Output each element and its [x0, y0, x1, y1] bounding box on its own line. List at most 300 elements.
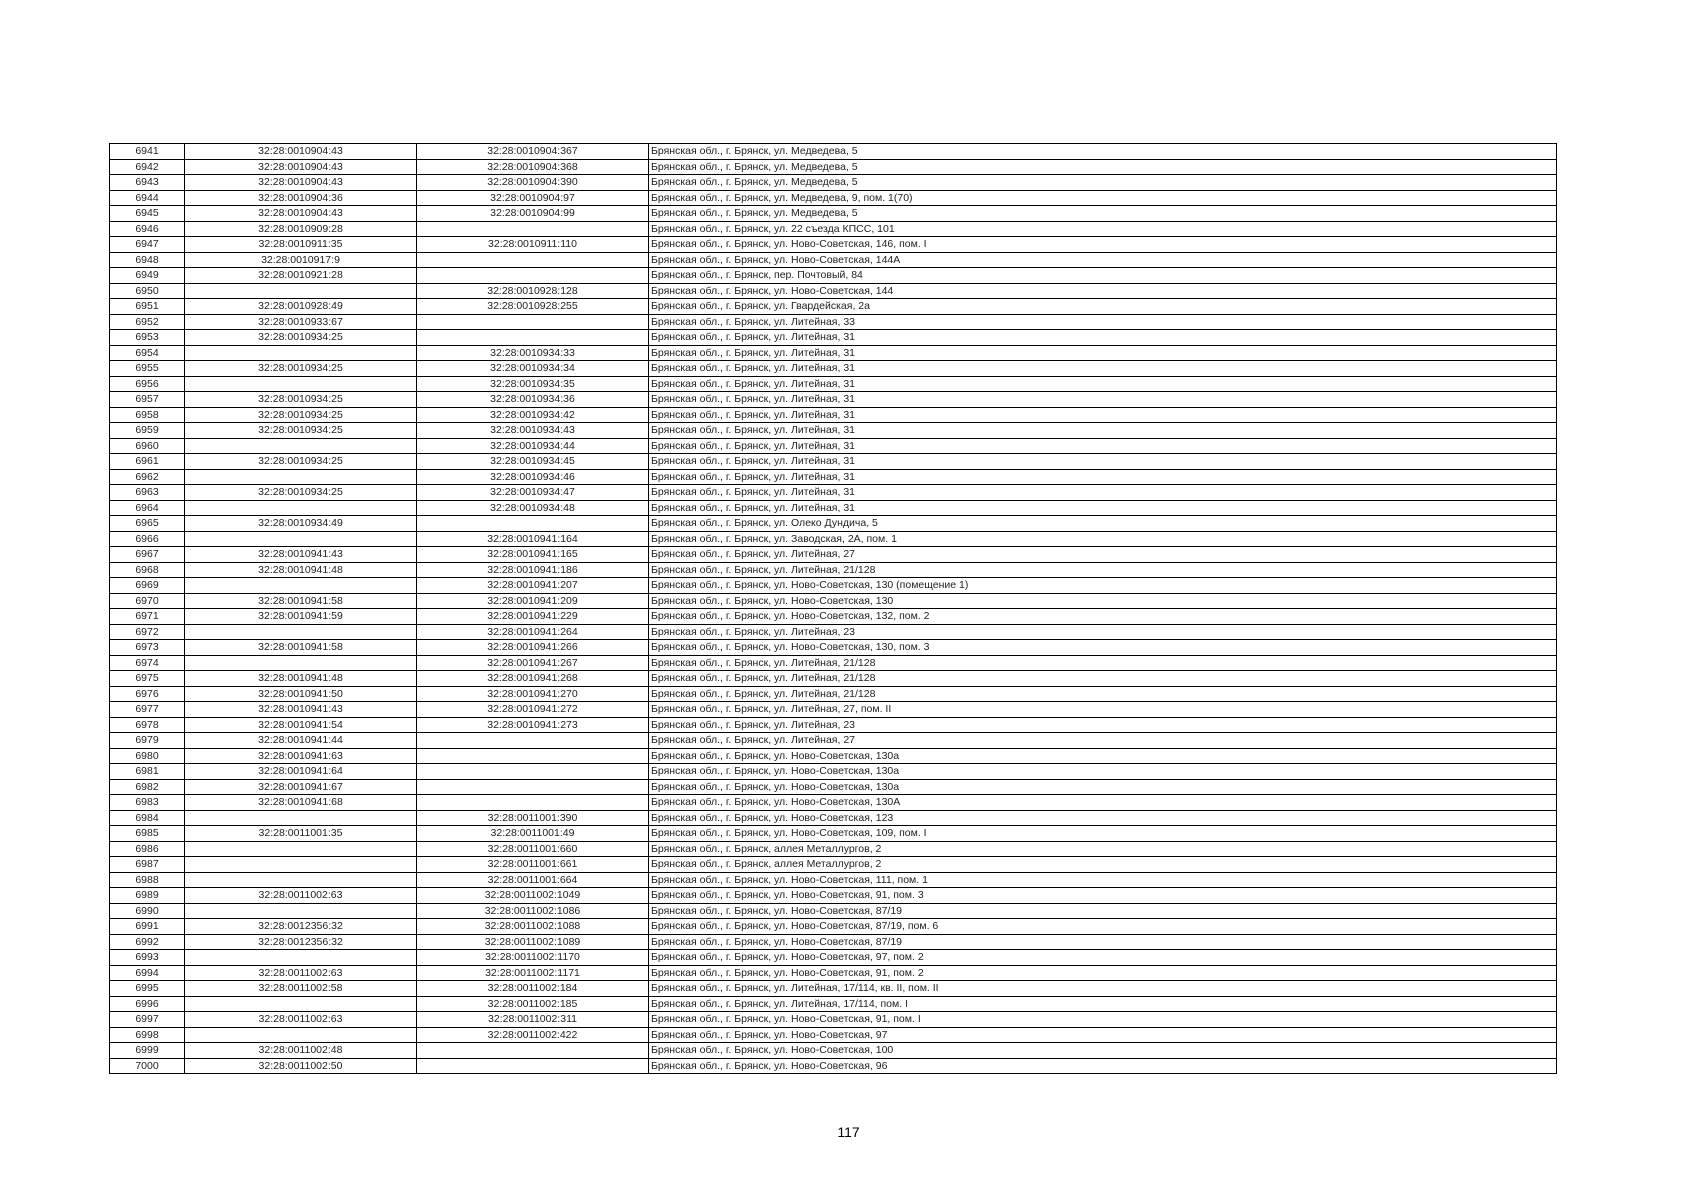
cadastral-number-cell: [185, 950, 417, 966]
address-cell: Брянская обл., г. Брянск, ул. Литейная, 31: [649, 423, 1557, 439]
address-cell: Брянская обл., г. Брянск, ул. Медведева, 5: [649, 206, 1557, 222]
table-row: [110, 578, 1557, 594]
table-row: [110, 624, 1557, 640]
cadastral-number-cell: [185, 655, 417, 671]
address-cell: Брянская обл., г. Брянск, ул. Медведева, 5: [649, 159, 1557, 175]
cadastral-number-cell: 32:28:0010941:43: [185, 547, 417, 563]
object-cadastral-number-cell: [417, 733, 649, 749]
object-cadastral-number-cell: 32:28:0010941:186: [417, 562, 649, 578]
row-number-cell: 6970: [110, 593, 185, 609]
row-number-cell: 6962: [110, 469, 185, 485]
table-row: [110, 268, 1557, 284]
row-number-cell: 6958: [110, 407, 185, 423]
object-cadastral-number-cell: 32:28:0010934:34: [417, 361, 649, 377]
table-row: [110, 1043, 1557, 1059]
object-cadastral-number-cell: [417, 764, 649, 780]
address-cell: Брянская обл., г. Брянск, ул. Литейная, 23: [649, 624, 1557, 640]
table-row: [110, 1012, 1557, 1028]
address-cell: Брянская обл., г. Брянск, ул. Ново-Советская, 100: [649, 1043, 1557, 1059]
row-number-cell: 6989: [110, 888, 185, 904]
address-cell: Брянская обл., г. Брянск, пер. Почтовый, 84: [649, 268, 1557, 284]
row-number-cell: 6979: [110, 733, 185, 749]
object-cadastral-number-cell: [417, 314, 649, 330]
row-number-cell: 6976: [110, 686, 185, 702]
row-number-cell: 7000: [110, 1058, 185, 1074]
object-cadastral-number-cell: 32:28:0010934:33: [417, 345, 649, 361]
address-cell: Брянская обл., г. Брянск, ул. Литейная, 27, пом. II: [649, 702, 1557, 718]
row-number-cell: 6999: [110, 1043, 185, 1059]
table-row: [110, 903, 1557, 919]
row-number-cell: 6963: [110, 485, 185, 501]
object-cadastral-number-cell: [417, 795, 649, 811]
row-number-cell: 6973: [110, 640, 185, 656]
address-cell: Брянская обл., г. Брянск, ул. Ново-Советская, 109, пом. I: [649, 826, 1557, 842]
table-row: [110, 531, 1557, 547]
row-number-cell: 6953: [110, 330, 185, 346]
address-cell: Брянская обл., г. Брянск, аллея Металлургов, 2: [649, 841, 1557, 857]
address-cell: Брянская обл., г. Брянск, ул. Литейная, 31: [649, 376, 1557, 392]
address-cell: Брянская обл., г. Брянск, ул. Литейная, 21/128: [649, 671, 1557, 687]
object-cadastral-number-cell: [417, 252, 649, 268]
table-row: [110, 609, 1557, 625]
cadastral-number-cell: 32:28:0010941:64: [185, 764, 417, 780]
address-cell: Брянская обл., г. Брянск, ул. Литейная, 31: [649, 500, 1557, 516]
cadastral-number-cell: 32:28:0011001:35: [185, 826, 417, 842]
cadastral-number-cell: 32:28:0011002:50: [185, 1058, 417, 1074]
address-cell: Брянская обл., г. Брянск, ул. Ново-Советская, 130А: [649, 795, 1557, 811]
row-number-cell: 6996: [110, 996, 185, 1012]
address-cell: Брянская обл., г. Брянск, ул. Литейная, 17/114, пом. I: [649, 996, 1557, 1012]
page-number: 117: [837, 1124, 860, 1140]
cadastral-number-cell: 32:28:0010941:67: [185, 779, 417, 795]
row-number-cell: 6974: [110, 655, 185, 671]
table-row: [110, 516, 1557, 532]
cadastral-number-cell: 32:28:0010941:59: [185, 609, 417, 625]
address-cell: Брянская обл., г. Брянск, ул. Медведева, 5: [649, 175, 1557, 191]
address-cell: Брянская обл., г. Брянск, ул. Ново-Советская, 91, пом. I: [649, 1012, 1557, 1028]
address-cell: Брянская обл., г. Брянск, ул. Литейная, 17/114, кв. II, пом. II: [649, 981, 1557, 997]
table-row: [110, 547, 1557, 563]
table-row: [110, 810, 1557, 826]
address-cell: Брянская обл., г. Брянск, ул. Литейная, 31: [649, 407, 1557, 423]
address-cell: Брянская обл., г. Брянск, ул. Литейная, 21/128: [649, 562, 1557, 578]
object-cadastral-number-cell: 32:28:0010941:229: [417, 609, 649, 625]
table-body: [110, 144, 1557, 1074]
table-row: [110, 438, 1557, 454]
table-row: [110, 857, 1557, 873]
cadastral-number-cell: [185, 345, 417, 361]
cadastral-number-cell: 32:28:0010904:43: [185, 144, 417, 160]
cadastral-number-cell: 32:28:0012356:32: [185, 919, 417, 935]
cadastral-number-cell: [185, 810, 417, 826]
row-number-cell: 6954: [110, 345, 185, 361]
object-cadastral-number-cell: [417, 1058, 649, 1074]
table-row: [110, 485, 1557, 501]
table-row: [110, 919, 1557, 935]
table-row: [110, 299, 1557, 315]
table-row: [110, 423, 1557, 439]
object-cadastral-number-cell: 32:28:0010934:35: [417, 376, 649, 392]
object-cadastral-number-cell: 32:28:0010934:44: [417, 438, 649, 454]
object-cadastral-number-cell: 32:28:0010941:264: [417, 624, 649, 640]
cadastral-number-cell: 32:28:0010904:43: [185, 206, 417, 222]
cadastral-number-cell: 32:28:0010934:25: [185, 361, 417, 377]
cadastral-number-cell: 32:28:0011002:58: [185, 981, 417, 997]
object-cadastral-number-cell: 32:28:0010911:110: [417, 237, 649, 253]
table-row: [110, 454, 1557, 470]
object-cadastral-number-cell: 32:28:0011001:664: [417, 872, 649, 888]
table-row: [110, 996, 1557, 1012]
address-cell: Брянская обл., г. Брянск, ул. Литейная, 27: [649, 547, 1557, 563]
table-row: [110, 283, 1557, 299]
table-row: [110, 748, 1557, 764]
row-number-cell: 6950: [110, 283, 185, 299]
cadastral-number-cell: [185, 500, 417, 516]
address-cell: Брянская обл., г. Брянск, ул. Литейная, 21/128: [649, 655, 1557, 671]
table-row: [110, 593, 1557, 609]
row-number-cell: 6944: [110, 190, 185, 206]
table-row: [110, 950, 1557, 966]
cadastral-number-cell: 32:28:0010941:43: [185, 702, 417, 718]
object-cadastral-number-cell: 32:28:0010904:368: [417, 159, 649, 175]
cadastral-number-cell: 32:28:0010934:25: [185, 392, 417, 408]
table-row: [110, 981, 1557, 997]
object-cadastral-number-cell: 32:28:0010934:48: [417, 500, 649, 516]
row-number-cell: 6998: [110, 1027, 185, 1043]
cadastral-number-cell: 32:28:0010934:25: [185, 330, 417, 346]
cadastral-number-cell: 32:28:0010904:36: [185, 190, 417, 206]
object-cadastral-number-cell: 32:28:0010941:270: [417, 686, 649, 702]
cadastral-number-cell: 32:28:0010941:48: [185, 562, 417, 578]
cadastral-number-cell: 32:28:0010934:25: [185, 454, 417, 470]
cadastral-number-cell: 32:28:0010921:28: [185, 268, 417, 284]
table-row: [110, 965, 1557, 981]
address-cell: Брянская обл., г. Брянск, ул. Ново-Советская, 146, пом. I: [649, 237, 1557, 253]
cadastral-number-cell: 32:28:0010934:49: [185, 516, 417, 532]
address-cell: Брянская обл., г. Брянск, ул. Ново-Советская, 130а: [649, 764, 1557, 780]
cadastral-number-cell: [185, 857, 417, 873]
address-cell: Брянская обл., г. Брянск, ул. Литейная, 31: [649, 361, 1557, 377]
object-cadastral-number-cell: 32:28:0010904:390: [417, 175, 649, 191]
row-number-cell: 6945: [110, 206, 185, 222]
row-number-cell: 6965: [110, 516, 185, 532]
row-number-cell: 6946: [110, 221, 185, 237]
address-cell: Брянская обл., г. Брянск, ул. Ново-Советская, 130а: [649, 748, 1557, 764]
object-cadastral-number-cell: [417, 1043, 649, 1059]
address-cell: Брянская обл., г. Брянск, ул. Ново-Советская, 87/19: [649, 903, 1557, 919]
row-number-cell: 6943: [110, 175, 185, 191]
object-cadastral-number-cell: 32:28:0010941:268: [417, 671, 649, 687]
address-cell: Брянская обл., г. Брянск, ул. Гвардейская, 2а: [649, 299, 1557, 315]
address-cell: Брянская обл., г. Брянск, ул. Ново-Советская, 96: [649, 1058, 1557, 1074]
object-cadastral-number-cell: [417, 330, 649, 346]
cadastral-number-cell: 32:28:0010941:48: [185, 671, 417, 687]
object-cadastral-number-cell: 32:28:0011002:311: [417, 1012, 649, 1028]
table-row: [110, 826, 1557, 842]
row-number-cell: 6964: [110, 500, 185, 516]
address-cell: Брянская обл., г. Брянск, ул. Ново-Советская, 132, пом. 2: [649, 609, 1557, 625]
table-row: [110, 1058, 1557, 1074]
table-row: [110, 314, 1557, 330]
object-cadastral-number-cell: 32:28:0011001:390: [417, 810, 649, 826]
row-number-cell: 6997: [110, 1012, 185, 1028]
address-cell: Брянская обл., г. Брянск, ул. Литейная, 31: [649, 345, 1557, 361]
address-cell: Брянская обл., г. Брянск, ул. Ново-Советская, 91, пом. 2: [649, 965, 1557, 981]
table-row: [110, 888, 1557, 904]
object-cadastral-number-cell: 32:28:0011002:184: [417, 981, 649, 997]
object-cadastral-number-cell: 32:28:0011002:1171: [417, 965, 649, 981]
cadastral-number-cell: 32:28:0011002:63: [185, 1012, 417, 1028]
cadastral-number-cell: 32:28:0010928:49: [185, 299, 417, 315]
object-cadastral-number-cell: 32:28:0011002:1170: [417, 950, 649, 966]
object-cadastral-number-cell: 32:28:0010941:209: [417, 593, 649, 609]
cadastral-number-cell: 32:28:0010904:43: [185, 175, 417, 191]
object-cadastral-number-cell: 32:28:0011002:1049: [417, 888, 649, 904]
row-number-cell: 6967: [110, 547, 185, 563]
table-row: [110, 500, 1557, 516]
address-cell: Брянская обл., г. Брянск, ул. Олеко Дундича, 5: [649, 516, 1557, 532]
cadastral-number-cell: [185, 996, 417, 1012]
row-number-cell: 6959: [110, 423, 185, 439]
row-number-cell: 6995: [110, 981, 185, 997]
address-cell: Брянская обл., г. Брянск, ул. Ново-Советская, 123: [649, 810, 1557, 826]
cadastral-number-cell: 32:28:0010933:67: [185, 314, 417, 330]
object-cadastral-number-cell: 32:28:0010928:128: [417, 283, 649, 299]
object-cadastral-number-cell: 32:28:0010904:367: [417, 144, 649, 160]
row-number-cell: 6941: [110, 144, 185, 160]
table-row: [110, 175, 1557, 191]
object-cadastral-number-cell: 32:28:0010934:43: [417, 423, 649, 439]
address-cell: Брянская обл., г. Брянск, ул. Медведева, 5: [649, 144, 1557, 160]
address-cell: Брянская обл., г. Брянск, ул. Литейная, 27: [649, 733, 1557, 749]
address-cell: Брянская обл., г. Брянск, ул. Медведева, 9, пом. 1(70): [649, 190, 1557, 206]
cadastral-number-cell: 32:28:0010904:43: [185, 159, 417, 175]
address-cell: Брянская обл., г. Брянск, ул. Ново-Советская, 130а: [649, 779, 1557, 795]
row-number-cell: 6980: [110, 748, 185, 764]
row-number-cell: 6942: [110, 159, 185, 175]
table-row: [110, 655, 1557, 671]
object-cadastral-number-cell: 32:28:0011001:660: [417, 841, 649, 857]
cadastral-number-cell: 32:28:0010934:25: [185, 485, 417, 501]
object-cadastral-number-cell: 32:28:0010941:207: [417, 578, 649, 594]
table-row: [110, 252, 1557, 268]
object-cadastral-number-cell: 32:28:0010904:99: [417, 206, 649, 222]
cadastral-number-cell: [185, 841, 417, 857]
cadastral-number-cell: 32:28:0010909:28: [185, 221, 417, 237]
cadastral-number-cell: 32:28:0010941:68: [185, 795, 417, 811]
object-cadastral-number-cell: 32:28:0010934:47: [417, 485, 649, 501]
row-number-cell: 6977: [110, 702, 185, 718]
table-row: [110, 640, 1557, 656]
table-row: [110, 144, 1557, 160]
object-cadastral-number-cell: 32:28:0010941:165: [417, 547, 649, 563]
row-number-cell: 6991: [110, 919, 185, 935]
cadastral-number-cell: 32:28:0010941:58: [185, 640, 417, 656]
row-number-cell: 6978: [110, 717, 185, 733]
address-cell: Брянская обл., г. Брянск, ул. Литейная, 33: [649, 314, 1557, 330]
cadastral-number-cell: 32:28:0010934:25: [185, 407, 417, 423]
cadastral-number-cell: 32:28:0010917:9: [185, 252, 417, 268]
row-number-cell: 6947: [110, 237, 185, 253]
table-row: [110, 469, 1557, 485]
row-number-cell: 6986: [110, 841, 185, 857]
table-row: [110, 717, 1557, 733]
object-cadastral-number-cell: [417, 779, 649, 795]
table-row: [110, 345, 1557, 361]
row-number-cell: 6957: [110, 392, 185, 408]
address-cell: Брянская обл., г. Брянск, ул. Литейная, 31: [649, 485, 1557, 501]
row-number-cell: 6971: [110, 609, 185, 625]
row-number-cell: 6951: [110, 299, 185, 315]
table-row: [110, 190, 1557, 206]
table-row: [110, 159, 1557, 175]
row-number-cell: 6960: [110, 438, 185, 454]
object-cadastral-number-cell: 32:28:0011002:1088: [417, 919, 649, 935]
row-number-cell: 6993: [110, 950, 185, 966]
object-cadastral-number-cell: 32:28:0010941:267: [417, 655, 649, 671]
object-cadastral-number-cell: 32:28:0010934:45: [417, 454, 649, 470]
row-number-cell: 6983: [110, 795, 185, 811]
cadastral-number-cell: 32:28:0010941:44: [185, 733, 417, 749]
row-number-cell: 6955: [110, 361, 185, 377]
address-cell: Брянская обл., г. Брянск, аллея Металлургов, 2: [649, 857, 1557, 873]
address-cell: Брянская обл., г. Брянск, ул. Ново-Советская, 130 (помещение 1): [649, 578, 1557, 594]
row-number-cell: 6969: [110, 578, 185, 594]
row-number-cell: 6992: [110, 934, 185, 950]
table-row: [110, 764, 1557, 780]
row-number-cell: 6966: [110, 531, 185, 547]
cadastral-number-cell: [185, 624, 417, 640]
row-number-cell: 6987: [110, 857, 185, 873]
object-cadastral-number-cell: [417, 748, 649, 764]
cadastral-number-cell: [185, 578, 417, 594]
object-cadastral-number-cell: 32:28:0011002:185: [417, 996, 649, 1012]
table-row: [110, 562, 1557, 578]
row-number-cell: 6981: [110, 764, 185, 780]
cadastral-number-cell: 32:28:0010941:58: [185, 593, 417, 609]
address-cell: Брянская обл., г. Брянск, ул. Ново-Советская, 87/19: [649, 934, 1557, 950]
cadastral-number-cell: 32:28:0012356:32: [185, 934, 417, 950]
address-cell: Брянская обл., г. Брянск, ул. Ново-Советская, 144А: [649, 252, 1557, 268]
cadastral-number-cell: 32:28:0010941:50: [185, 686, 417, 702]
table-row: [110, 206, 1557, 222]
row-number-cell: 6988: [110, 872, 185, 888]
object-cadastral-number-cell: 32:28:0011001:49: [417, 826, 649, 842]
table-row: [110, 733, 1557, 749]
address-cell: Брянская обл., г. Брянск, ул. Литейная, 31: [649, 438, 1557, 454]
cadastral-number-cell: [185, 531, 417, 547]
row-number-cell: 6956: [110, 376, 185, 392]
cadastral-number-cell: 32:28:0010911:35: [185, 237, 417, 253]
row-number-cell: 6948: [110, 252, 185, 268]
cadastral-number-cell: 32:28:0011002:48: [185, 1043, 417, 1059]
object-cadastral-number-cell: 32:28:0010904:97: [417, 190, 649, 206]
cadastral-number-cell: [185, 872, 417, 888]
object-cadastral-number-cell: 32:28:0010934:42: [417, 407, 649, 423]
row-number-cell: 6985: [110, 826, 185, 842]
object-cadastral-number-cell: 32:28:0011001:661: [417, 857, 649, 873]
table-row: [110, 407, 1557, 423]
row-number-cell: 6984: [110, 810, 185, 826]
object-cadastral-number-cell: [417, 268, 649, 284]
cadastral-number-cell: 32:28:0011002:63: [185, 888, 417, 904]
table-row: [110, 872, 1557, 888]
object-cadastral-number-cell: 32:28:0010941:273: [417, 717, 649, 733]
cadastral-number-cell: 32:28:0010941:54: [185, 717, 417, 733]
address-cell: Брянская обл., г. Брянск, ул. Ново-Советская, 97, пом. 2: [649, 950, 1557, 966]
cadastral-number-cell: [185, 469, 417, 485]
row-number-cell: 6949: [110, 268, 185, 284]
address-cell: Брянская обл., г. Брянск, ул. Ново-Советская, 97: [649, 1027, 1557, 1043]
object-cadastral-number-cell: [417, 516, 649, 532]
address-cell: Брянская обл., г. Брянск, ул. Ново-Советская, 144: [649, 283, 1557, 299]
row-number-cell: 6968: [110, 562, 185, 578]
cadastral-number-cell: [185, 283, 417, 299]
address-cell: Брянская обл., г. Брянск, ул. Литейная, 31: [649, 454, 1557, 470]
table-row: [110, 841, 1557, 857]
table-row: [110, 361, 1557, 377]
table-row: [110, 795, 1557, 811]
table-row: [110, 221, 1557, 237]
table-row: [110, 1027, 1557, 1043]
address-cell: Брянская обл., г. Брянск, ул. Ново-Советская, 130, пом. 3: [649, 640, 1557, 656]
table-row: [110, 671, 1557, 687]
object-cadastral-number-cell: 32:28:0011002:1086: [417, 903, 649, 919]
object-cadastral-number-cell: 32:28:0011002:1089: [417, 934, 649, 950]
table-row: [110, 934, 1557, 950]
address-cell: Брянская обл., г. Брянск, ул. Ново-Советская, 111, пом. 1: [649, 872, 1557, 888]
row-number-cell: 6972: [110, 624, 185, 640]
address-cell: Брянская обл., г. Брянск, ул. Ново-Советская, 130: [649, 593, 1557, 609]
address-cell: Брянская обл., г. Брянск, ул. Литейная, 31: [649, 330, 1557, 346]
address-cell: Брянская обл., г. Брянск, ул. Литейная, 21/128: [649, 686, 1557, 702]
row-number-cell: 6982: [110, 779, 185, 795]
table-row: [110, 702, 1557, 718]
table-row: [110, 779, 1557, 795]
registry-table: [109, 143, 1557, 1074]
address-cell: Брянская обл., г. Брянск, ул. Ново-Советская, 91, пом. 3: [649, 888, 1557, 904]
cadastral-number-cell: 32:28:0010941:63: [185, 748, 417, 764]
cadastral-number-cell: [185, 376, 417, 392]
cadastral-number-cell: [185, 438, 417, 454]
address-cell: Брянская обл., г. Брянск, ул. Литейная, 23: [649, 717, 1557, 733]
address-cell: Брянская обл., г. Брянск, ул. 22 съезда КПСС, 101: [649, 221, 1557, 237]
object-cadastral-number-cell: 32:28:0010928:255: [417, 299, 649, 315]
row-number-cell: 6961: [110, 454, 185, 470]
row-number-cell: 6975: [110, 671, 185, 687]
table-row: [110, 686, 1557, 702]
table-row: [110, 237, 1557, 253]
cadastral-number-cell: 32:28:0011002:63: [185, 965, 417, 981]
object-cadastral-number-cell: 32:28:0010941:272: [417, 702, 649, 718]
object-cadastral-number-cell: 32:28:0010941:266: [417, 640, 649, 656]
table-row: [110, 330, 1557, 346]
row-number-cell: 6990: [110, 903, 185, 919]
object-cadastral-number-cell: 32:28:0011002:422: [417, 1027, 649, 1043]
address-cell: Брянская обл., г. Брянск, ул. Ново-Советская, 87/19, пом. 6: [649, 919, 1557, 935]
row-number-cell: 6994: [110, 965, 185, 981]
address-cell: Брянская обл., г. Брянск, ул. Литейная, 31: [649, 469, 1557, 485]
object-cadastral-number-cell: 32:28:0010934:36: [417, 392, 649, 408]
object-cadastral-number-cell: 32:28:0010941:164: [417, 531, 649, 547]
cadastral-number-cell: 32:28:0010934:25: [185, 423, 417, 439]
row-number-cell: 6952: [110, 314, 185, 330]
address-cell: Брянская обл., г. Брянск, ул. Заводская, 2А, пом. 1: [649, 531, 1557, 547]
object-cadastral-number-cell: 32:28:0010934:46: [417, 469, 649, 485]
address-cell: Брянская обл., г. Брянск, ул. Литейная, 31: [649, 392, 1557, 408]
table-row: [110, 376, 1557, 392]
cadastral-number-cell: [185, 1027, 417, 1043]
